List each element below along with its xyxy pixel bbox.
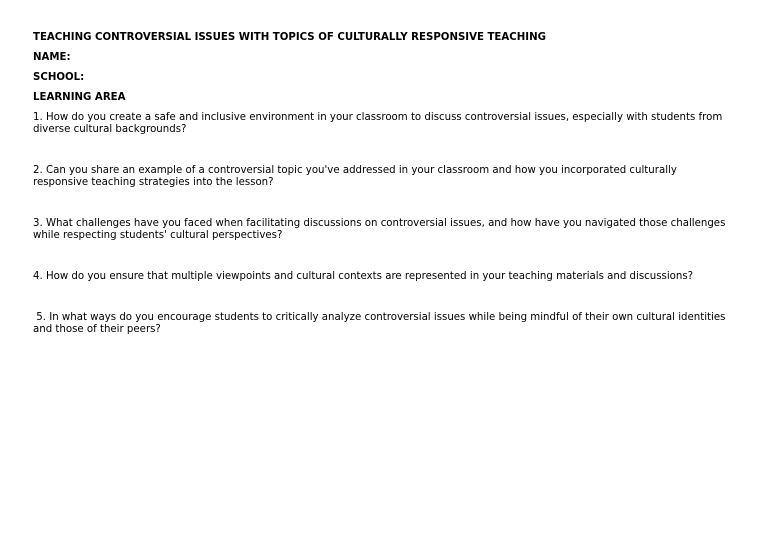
learning-area-label: LEARNING AREA	[33, 92, 126, 103]
question-4: 4. How do you ensure that multiple viewpoints and cultural contexts are represented in your teaching materials and discussions?	[33, 271, 694, 282]
question-2: 2. Can you share an example of a controversial topic you've addressed in your classroom and how you incorporated culturally responsive teaching strategies into the lesson?	[33, 165, 677, 188]
document-title: TEACHING CONTROVERSIAL ISSUES WITH TOPICS OF CULTURALLY RESPONSIVE TEACHING	[33, 32, 546, 43]
school-label: SCHOOL:	[33, 72, 85, 83]
name-label: NAME:	[33, 52, 71, 63]
question-3: 3. What challenges have you faced when facilitating discussions on controversial issues, and how have you navigated those challenges while respecting students' cultural perspectives?	[33, 218, 726, 241]
question-5: 5. In what ways do you encourage students to critically analyze controversial issues while being mindful of their own cultural identities and those of their peers?	[33, 312, 729, 335]
question-1: 1. How do you create a safe and inclusive environment in your classroom to discuss controversial issues, especially with students from diverse cultural backgrounds?	[33, 112, 723, 135]
